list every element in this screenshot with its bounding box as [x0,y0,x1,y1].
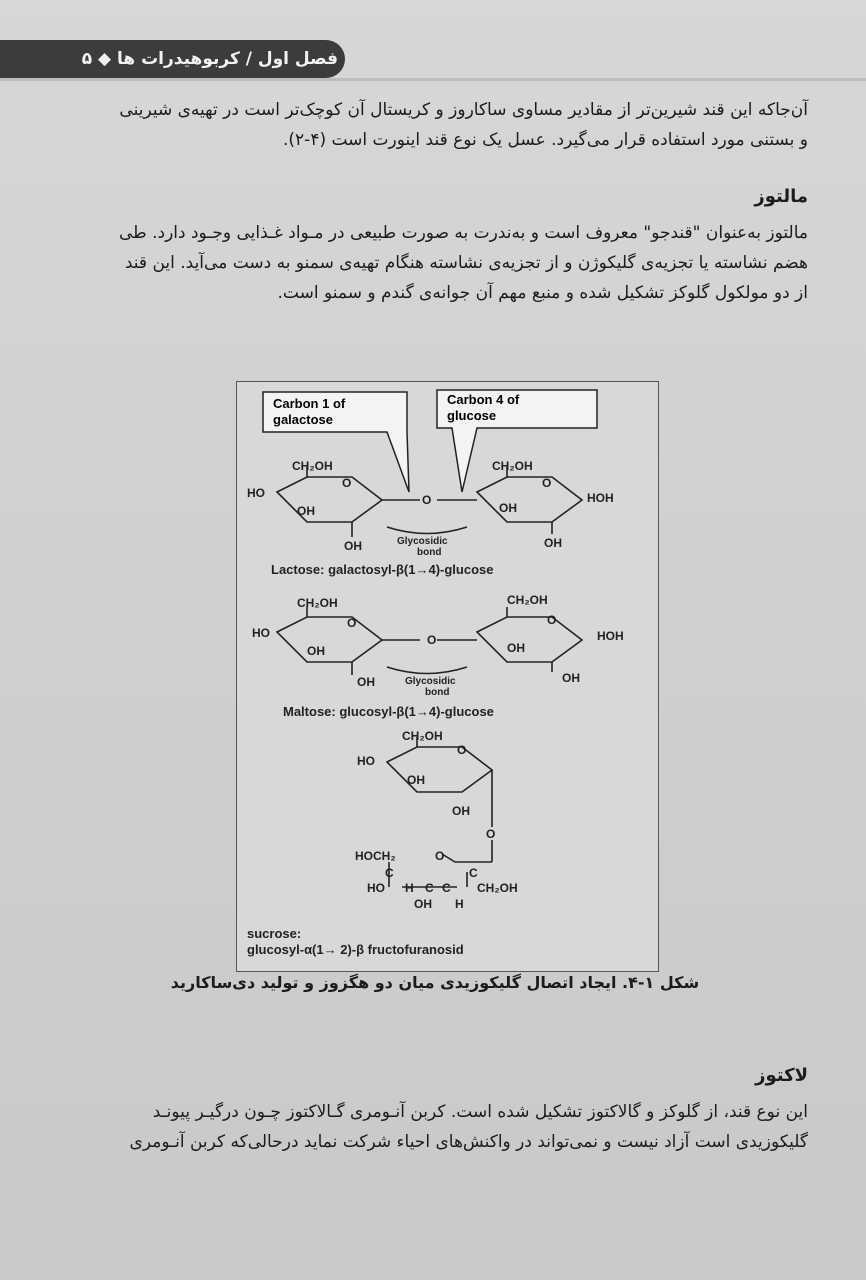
lactose-oh-bottom-left: OH [344,539,362,553]
sucrose-ring-o-fructose: O [435,849,445,863]
lactose-ring-o-left: O [342,476,352,490]
lactose-line-2: گلیکوزیدی است آزاد نیست و نمی‌تواند در واکنش‌های احیاء شرکت نماید درحالی‌که کربن آنـومری [129,1132,808,1152]
header-divider [0,78,866,81]
lactose-line-1: این نوع قند، از گلوکز و گالاکتوز تشکیل شده است. کربن آنـومری گـالاکتوز چـون درگیـر پیونـد [152,1102,808,1122]
maltose-line-2: هضم نشاسته یا تجزیه‌ی گلیکوژن و از تجزیه‌ی نشاسته هنگام تهیه‌ی سمنو به دست می‌آید. این قند [124,253,808,273]
sucrose-ho: HO [357,754,375,768]
maltose-hoh: HOH [597,629,624,643]
maltose-ring-o-left: O [347,616,357,630]
lactose-ch2oh-right: CH₂OH [492,459,533,473]
lactose-ho-left: HO [247,486,265,500]
maltose-oh-bottom-right: OH [562,671,580,685]
sucrose-ring-o: O [457,743,467,757]
maltose-ring-o-right: O [547,613,557,627]
callout-galactose-line-1: Carbon 1 of [273,396,346,411]
maltose-bridge-o: O [427,633,437,647]
callout-glucose-line-1: Carbon 4 of [447,392,520,407]
callout-galactose-line-2: galactose [273,412,333,427]
sucrose-structure [387,737,492,887]
maltose-oh-right: OH [507,641,525,655]
sucrose-ch2oh: CH₂OH [402,729,443,743]
maltose-ch2oh-right: CH₂OH [507,593,548,607]
sucrose-c-2: C [469,866,478,880]
maltose-caption: Maltose: glucosyl-β(1→4)-glucose [283,704,494,719]
sucrose-caption-2: glucosyl-α(1→ 2)-β fructofuranosid [247,942,464,957]
sucrose-hoch2: HOCH₂ [355,849,396,863]
maltose-line-1: مالتوز به‌عنوان "قندجو" معروف است و به‌ندرت به صورت طبیعی در مـواد غـذایی وجـود دارد. طی [119,223,808,243]
lactose-ring-o-right: O [542,476,552,490]
disaccharide-figure [236,381,659,972]
sucrose-c-1: C [385,866,394,880]
maltose-line-3: از دو مولکول گلوکز تشکیل شده و منبع مهم آن جوانه‌ی گندم و سمنو است. [277,283,808,303]
maltose-oh-bottom-left: OH [357,675,375,689]
lactose-bridge-o: O [422,493,432,507]
sucrose-h-1: H [405,881,414,895]
lactose-ch2oh-left: CH₂OH [292,459,333,473]
sucrose-oh-fructose: OH [414,897,432,911]
maltose-bond-label-1: Glycosidic [405,676,456,687]
maltose-bond-label-2: bond [425,687,450,698]
callout-glucose-line-2: glucose [447,408,497,423]
sucrose-bridge-o: O [486,827,496,841]
sucrose-ho-2: HO [367,881,385,895]
lactose-oh-bottom-right: OH [544,536,562,550]
intro-paragraph [48,95,808,155]
sucrose-oh-bottom: OH [452,804,470,818]
lactose-oh-right: OH [499,501,517,515]
lactose-paragraph [48,1097,808,1157]
chapter-header-title: فصل اول / کربوهیدرات ها ◆ ۵ [81,49,338,69]
sucrose-oh-ring: OH [407,773,425,787]
sucrose-ch2oh-2: CH₂OH [477,881,518,895]
sucrose-h-2: H [455,897,464,911]
sucrose-c-4: C [442,881,451,895]
maltose-paragraph [48,218,808,308]
intro-line-1: آن‌جاکه این قند شیرین‌تر از مقادیر مساوی ساکاروز و کریستال آن کوچک‌تر است در تهیه‌ی شیرینی [119,100,808,120]
lactose-heading: لاکتوز [755,1065,808,1086]
lactose-bond-label-2: bond [417,547,442,558]
figure-caption: شکل ۱-۴. ایجاد اتصال گلیکوزیدی میان دو هگزوز و تولید دی‌ساکارید [170,973,700,992]
sucrose-c-3: C [425,881,434,895]
maltose-oh-left: OH [307,644,325,658]
maltose-ho-left: HO [252,626,270,640]
maltose-ch2oh-left: CH₂OH [297,596,338,610]
sucrose-caption-1: sucrose: [247,926,302,941]
lactose-oh-left: OH [297,504,315,518]
lactose-hoh: HOH [587,491,614,505]
lactose-caption: Lactose: galactosyl-β(1→4)-glucose [271,562,494,577]
intro-line-2: و بستنی مورد استفاده قرار می‌گیرد. عسل یک نوع قند اینورت است (۴-۲). [282,130,808,150]
maltose-heading: مالتوز [754,186,808,207]
lactose-bond-label-1: Glycosidic [397,536,448,547]
